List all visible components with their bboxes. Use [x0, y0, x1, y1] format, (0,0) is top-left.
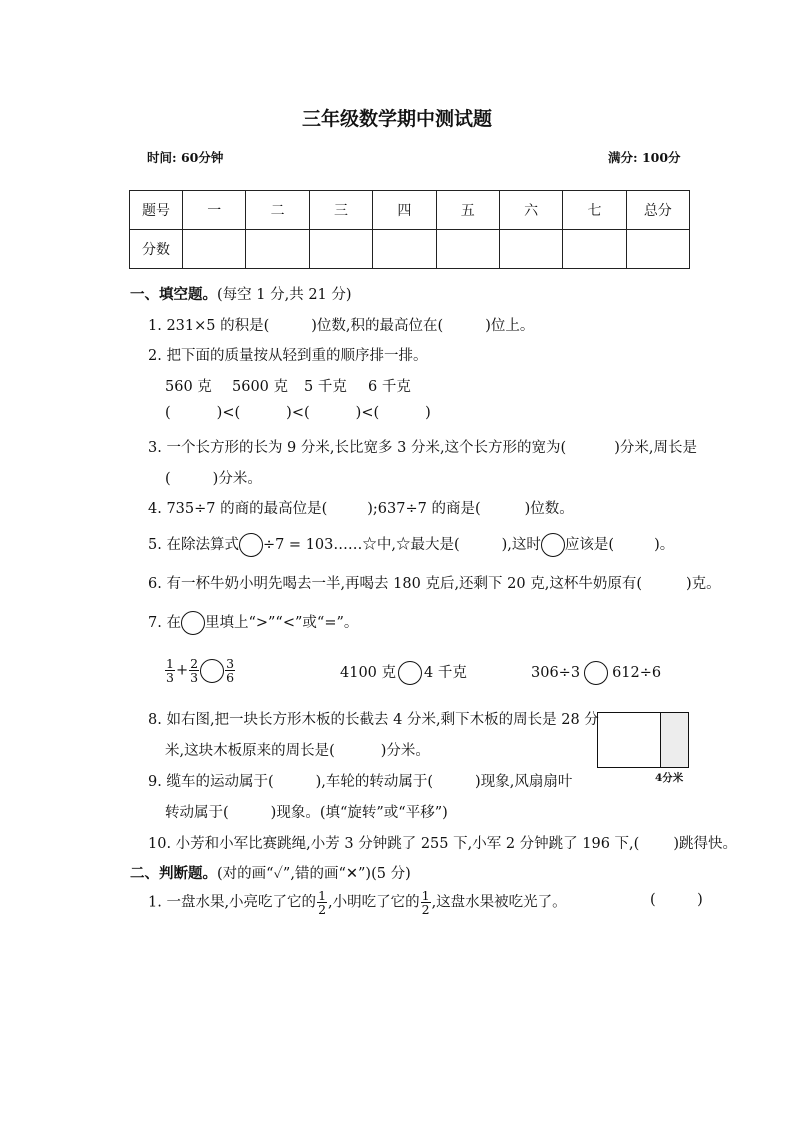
- fraction: [189, 657, 199, 684]
- q-text: 612÷6: [612, 665, 662, 681]
- q-text: )位上。: [485, 318, 535, 334]
- answer-circle[interactable]: [398, 661, 422, 685]
- q-text: );637÷7 的商是(: [367, 501, 481, 517]
- denominator: 3: [166, 670, 174, 685]
- question-9-cont: [165, 801, 448, 822]
- table-cell: 七: [563, 191, 626, 230]
- figure-label: 4分米: [655, 772, 684, 784]
- q-text: 4. 735÷7 的商的最高位是(: [148, 501, 328, 517]
- denominator: 6: [226, 670, 235, 685]
- q-text: 4 千克: [424, 665, 467, 681]
- question-10: [148, 832, 737, 853]
- q-text: ÷7 = 103……☆中,☆最大是(: [262, 537, 460, 553]
- fraction: [317, 889, 327, 916]
- question-2: 2. 把下面的质量按从轻到重的顺序排一排。: [148, 348, 428, 364]
- q-text: <: [361, 405, 374, 421]
- question-1: [148, 314, 534, 335]
- weight-item: 5 千克: [304, 379, 347, 395]
- section-title: 二、判断题。: [130, 865, 217, 882]
- numerator: 3: [226, 656, 235, 671]
- q-text: (: [165, 471, 171, 487]
- wood-board-figure: [597, 712, 689, 768]
- table-row: [130, 230, 690, 269]
- q-text: 306÷3: [531, 665, 581, 681]
- q-text: 应该是(: [564, 537, 615, 553]
- q-text: ): [216, 405, 223, 421]
- q-text: 1. 231×5 的积是(: [148, 318, 270, 334]
- q-text: <: [222, 405, 235, 421]
- q-text: )克。: [686, 576, 721, 592]
- q-text: 6. 有一杯牛奶小明先喝去一半,再喝去 180 克后,还剩下 20 克,这杯牛奶原有(: [148, 576, 642, 592]
- judge-answer-box[interactable]: ( ): [650, 892, 703, 908]
- score-input-cell[interactable]: [499, 230, 562, 269]
- table-cell: 分数: [130, 230, 183, 269]
- q-text: 米,这块木板原来的周长是(: [165, 743, 335, 759]
- q-text: )分米,周长是: [614, 440, 697, 456]
- compare-2: [340, 661, 467, 685]
- table-cell: 总分: [626, 191, 689, 230]
- answer-circle[interactable]: [239, 533, 263, 557]
- weight-item: 6 千克: [368, 379, 411, 395]
- score-input-cell[interactable]: [436, 230, 499, 269]
- question-8: 8. 如右图,把一块长方形木板的长截去 4 分米,剩下木板的周长是 28 分: [148, 712, 599, 728]
- question-5: [148, 533, 674, 557]
- section-note: (每空 1 分,共 21 分): [217, 287, 352, 303]
- score-input-cell[interactable]: [563, 230, 626, 269]
- table-cell: 四: [373, 191, 436, 230]
- score-input-cell[interactable]: [246, 230, 309, 269]
- score-input-cell[interactable]: [373, 230, 436, 269]
- q-text: )现象,风扇扇叶: [475, 774, 573, 790]
- table-cell: 五: [436, 191, 499, 230]
- section-2-heading: [130, 862, 411, 883]
- q-text: ,小明吃了它的: [328, 894, 420, 911]
- section-note: (对的画“✓”,错的画“✕”)(5 分): [217, 866, 411, 882]
- q-text: +: [175, 662, 189, 679]
- q-text: (: [304, 405, 310, 421]
- answer-circle[interactable]: [181, 611, 205, 635]
- section-title: 一、填空题。: [130, 286, 217, 303]
- q-text: )分米。: [212, 471, 262, 487]
- fraction: [225, 657, 235, 684]
- table-cell: 三: [309, 191, 372, 230]
- answer-circle[interactable]: [584, 661, 608, 685]
- score-input-cell[interactable]: [309, 230, 372, 269]
- q-text: (: [165, 405, 171, 421]
- q-text: ,这盘水果被吃光了。: [431, 894, 567, 911]
- weight-item: 5600 克: [232, 379, 289, 395]
- question-9: [148, 770, 572, 791]
- table-cell: 二: [246, 191, 309, 230]
- question-3: [148, 436, 697, 457]
- table-row: [130, 191, 690, 230]
- page-title: 三年级数学期中测试题: [301, 108, 492, 130]
- cut-section: [660, 713, 688, 767]
- numerator: 1: [421, 888, 430, 903]
- q-text: (: [373, 405, 380, 421]
- question-8-cont: [165, 739, 430, 760]
- table-cell: 六: [499, 191, 562, 230]
- question-6: [148, 572, 721, 593]
- q-text: ): [286, 405, 292, 421]
- q-text: )位数。: [524, 501, 574, 517]
- q-text: 4100 克: [340, 665, 397, 681]
- q-text: ): [425, 405, 431, 421]
- question-4: [148, 497, 574, 518]
- q-text: <: [291, 405, 304, 421]
- q-text: 1. 一盘水果,小亮吃了它的: [148, 894, 317, 911]
- q-text: )跳得快。: [673, 836, 737, 852]
- q-text: )。: [654, 537, 675, 553]
- answer-circle[interactable]: [200, 659, 224, 683]
- judge-question-1: [148, 889, 567, 916]
- score-table: [129, 190, 690, 269]
- question-7: [148, 611, 358, 635]
- q-text: 5. 在除法算式: [148, 537, 239, 553]
- denominator: 2: [421, 902, 430, 917]
- fraction: [421, 889, 431, 916]
- score-input-cell[interactable]: [626, 230, 689, 269]
- q-text: 10. 小芳和小军比赛跳绳,小芳 3 分钟跳了 255 下,小军 2 分钟跳了 196 下,(: [148, 836, 640, 852]
- score-input-cell[interactable]: [183, 230, 246, 269]
- compare-3: [531, 661, 661, 685]
- answer-circle[interactable]: [541, 533, 565, 557]
- q-text: )位数,积的最高位在(: [311, 318, 444, 334]
- q-text: 7. 在: [148, 615, 181, 631]
- weight-item: 560 克: [165, 379, 212, 395]
- table-cell: 题号: [130, 191, 183, 230]
- numerator: 1: [166, 656, 174, 671]
- denominator: 3: [190, 670, 199, 685]
- fraction: [165, 657, 175, 684]
- q-text: ): [355, 405, 362, 421]
- q-text: )分米。: [380, 743, 430, 759]
- denominator: 2: [318, 902, 327, 917]
- q-text: 9. 缆车的运动属于(: [148, 774, 274, 790]
- q-text: ),车轮的转动属于(: [315, 774, 434, 790]
- full-score: 满分: 100分: [608, 150, 681, 165]
- compare-1: [164, 657, 236, 684]
- order-blanks: [165, 405, 431, 421]
- section-1-heading: [130, 283, 352, 304]
- numerator: 1: [318, 888, 327, 903]
- q-text: 3. 一个长方形的长为 9 分米,长比宽多 3 分米,这个长方形的宽为(: [148, 440, 567, 456]
- q-text: )现象。(填“旋转”或“平移”): [270, 805, 448, 821]
- q-text: (: [234, 405, 241, 421]
- q-text: 转动属于(: [165, 805, 229, 821]
- q-text: ),这时: [501, 537, 541, 553]
- q-text: 里填上“>”“<”或“=”。: [204, 615, 359, 631]
- time-limit: 时间: 60分钟: [147, 150, 224, 165]
- question-3-cont: [165, 467, 262, 488]
- numerator: 2: [190, 656, 199, 671]
- table-cell: 一: [183, 191, 246, 230]
